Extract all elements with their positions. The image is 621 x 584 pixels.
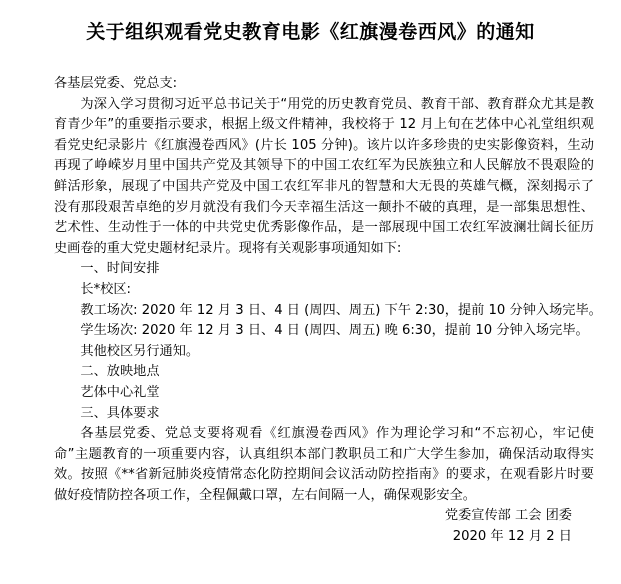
issue-date: 2020 年 12 月 2 日 [452, 529, 572, 545]
intro-paragraph: 为深入学习贯彻习近平总书记关于“用党的历史教育党员、教育干部、教育群众尤其是教育青少年”的重要指示要求，根据上级文件精神，我校将于 12 月上旬在艺体中心礼堂组织观看党史纪录影片《红旗漫卷西风》(片长 105 分钟)。该片以许多珍贵的史实影像资料，生动再现了峥嵘岁月里中国共产党及其领导下的中国工农红军为民族独立和人民解放不畏艰险的鲜活形象，展现了中国共产党及中国工农红军非凡的智慧和大无畏的英雄气概，深刻揭示了没有那段艰苦卓绝的岁月就没有我们今天幸福生活这一颠扑不破的真理，是一部集思想性、艺术性、生动性于一体的中共党史优秀影像作品，是一部展现中国工农红军波澜壮阔长征历史画卷的重大党史题材纪录片。现将有关观影事项通知如下: [54, 96, 594, 256]
document-title: 关于组织观看党史教育电影《红旗漫卷西风》的通知 [86, 21, 535, 43]
student-session: 学生场次: 2020 年 12 月 3 日、4 日 (周四、周五) 晚 6:30，提前 10 分钟入场完毕。 [80, 323, 589, 339]
section-heading-time: 一、时间安排 [80, 261, 160, 277]
campus-label: 长*校区: [80, 281, 131, 297]
issuer-signature: 党委宣传部 工会 团委 [444, 508, 572, 524]
salutation: 各基层党委、党总支: [54, 76, 178, 91]
document-body [54, 74, 602, 548]
staff-session: 教工场次: 2020 年 12 月 3 日、4 日 (周四、周五) 下午 2:30，提前 10 分钟入场完毕。 [80, 302, 602, 318]
other-campus-note: 其他校区另行通知。 [80, 343, 200, 359]
section-heading-requirements: 三、具体要求 [80, 405, 160, 421]
section-heading-venue: 二、放映地点 [80, 364, 160, 380]
requirements-paragraph: 各基层党委、党总支要将观看《红旗漫卷西风》作为理论学习和“不忘初心，牢记使命”主题教育的一项重要内容，认真组织本部门教职员工和广大学生参加，确保活动取得实效。按照《**省新冠肺炎疫情常态化防控期间会议活动防控指南》的要求，在观看影片时要做好疫情防控各项工作，全程佩戴口罩，左右间隔一人，确保观影安全。 [54, 426, 594, 503]
venue-name: 艺体中心礼堂 [80, 384, 160, 400]
